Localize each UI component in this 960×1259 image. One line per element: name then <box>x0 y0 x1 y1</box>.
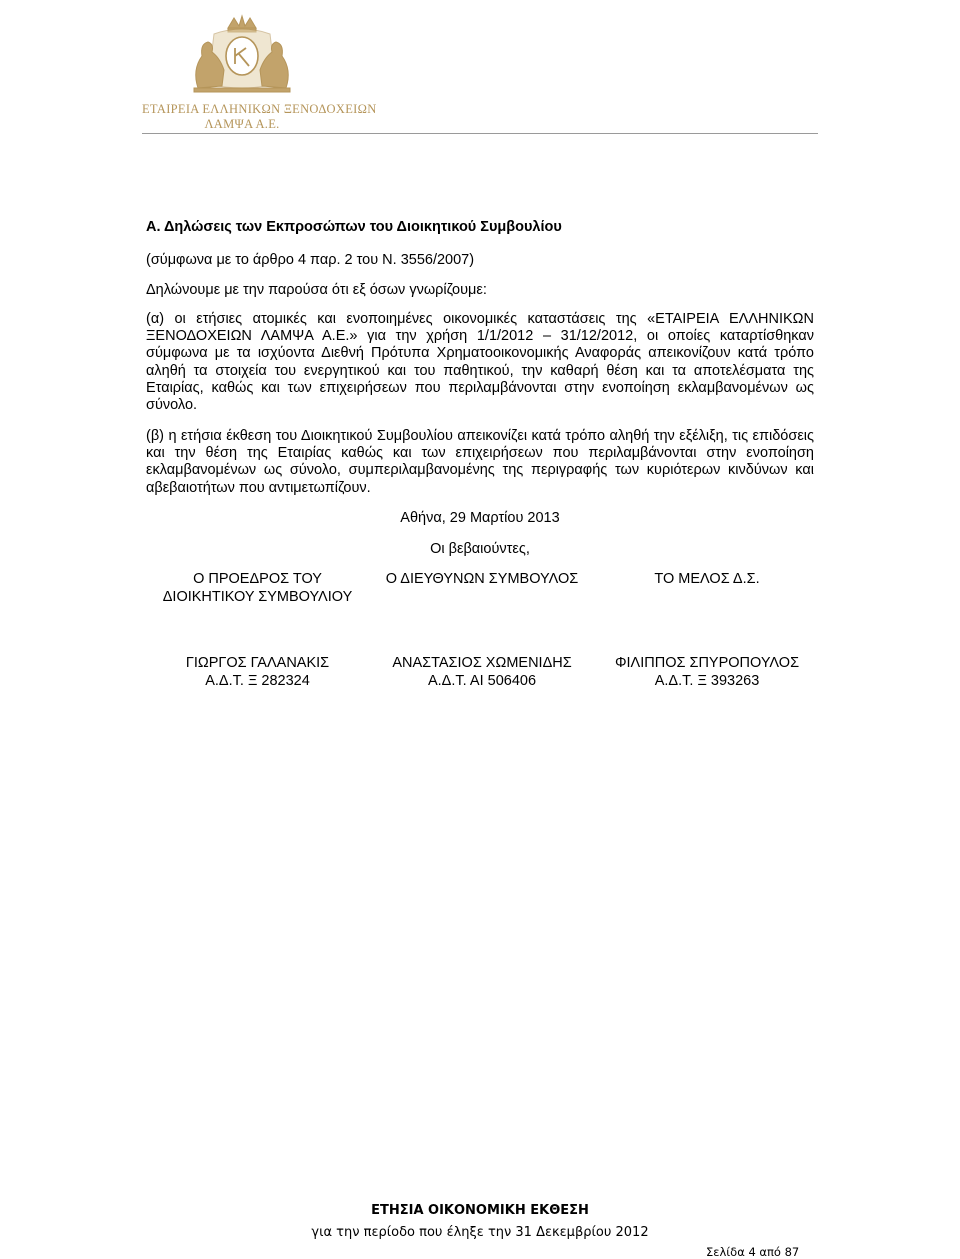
signatory-id: Α.Δ.Τ. Ξ 282324 <box>205 672 310 689</box>
role-line: ΤΟ ΜΕΛΟΣ Δ.Σ. <box>654 571 760 587</box>
company-name-line2: ΛΑΜΨΑ Α.Ε. <box>204 117 280 131</box>
signatory-role-2 <box>372 571 592 589</box>
role-line: Ο ΔΙΕΥΘΥΝΩΝ ΣΥΜΒΟΥΛΟΣ <box>385 571 579 587</box>
section-title: Α. Δηλώσεις των Εκπροσώπων του Διοικητικού Συμβουλίου <box>146 219 562 235</box>
signatory-role-3 <box>606 571 808 589</box>
footer-subtitle: για την περίοδο που έληξε την 31 Δεκεμβρίου 2012 <box>311 1225 649 1240</box>
signatory-2 <box>372 655 592 690</box>
role-line: ΔΙΟΙΚΗΤΙΚΟΥ ΣΥΜΒΟΥΛΙΟΥ <box>162 588 353 605</box>
role-line: Ο ΠΡΟΕΔΡΟΣ ΤΟΥ <box>193 571 322 587</box>
signatory-id: Α.Δ.Τ. Ξ 393263 <box>654 672 760 689</box>
company-logo <box>142 14 377 131</box>
signatory-role-1 <box>150 571 365 606</box>
signatory-name: ΓΙΩΡΓΟΣ ΓΑΛΑΝΑΚΙΣ <box>185 655 330 671</box>
signatory-id: Α.Δ.Τ. ΑΙ 506406 <box>427 672 537 689</box>
page-number: Σελίδα 4 από 87 <box>706 1245 800 1259</box>
signatory-name: ΑΝΑΣΤΑΣΙΟΣ ΧΩΜΕΝΙΔΗΣ <box>392 655 572 671</box>
footer-title: ΕΤΗΣΙΑ ΟΙΚΟΝΟΜΙΚΗ ΕΚΘΕΣΗ <box>371 1203 589 1218</box>
intro-statement: Δηλώνουμε με την παρούσα ότι εξ όσων γνωρίζουμε: <box>146 282 487 298</box>
signatory-3 <box>606 655 808 690</box>
certify-label: Οι βεβαιούντες, <box>430 541 530 557</box>
signatory-name: ΦΙΛΙΠΠΟΣ ΣΠΥΡΟΠΟΥΛΟΣ <box>614 655 800 671</box>
paragraph-a: (α) οι ετήσιες ατομικές και ενοποιημένες οικονομικές καταστάσεις της «ΕΤΑΙΡΕΙΑ ΕΛΛΗΝΙΚΩΝ ΞΕΝΟΔΟΧΕΙΩΝ ΛΑΜΨΑ Α.Ε.» για την χρήση 1/1/2012 – 31/12/2012, οι οποίες καταρτίσθηκαν σύμφωνα με τα ισχύοντα Διεθνή Πρότυπα Χρηματοοικονομικής Αναφοράς απεικονίζουν κατά τρόπο αληθή τα στοιχεία του ενεργητικού και του παθητικού, την καθαρή θέση και τα αποτελέσματα της Εταιρίας, καθώς και των επιχειρήσεων που περιλαμβάνονται στην ενοποίηση εκλαμβανομένων ως σύνολο. <box>146 311 814 414</box>
place-date: Αθήνα, 29 Μαρτίου 2013 <box>400 510 560 526</box>
signatory-1 <box>150 655 365 690</box>
paragraph-b: (β) η ετήσια έκθεση του Διοικητικού Συμβουλίου απεικονίζει κατά τρόπο αληθή την εξέλιξη, τις επιδόσεις και την θέση της Εταιρίας καθώς και των επιχειρήσεων που περιλαμβάνονται στην ενοποίηση εκλαμβανομένων ως σύνολο, συμπεριλαμβανομένης της περιγραφής των κυριότερων κινδύνων και αβεβαιοτήτων που αντιμετωπίζουν. <box>146 428 814 496</box>
crest-emblem-icon <box>184 14 300 100</box>
header-divider <box>142 133 818 134</box>
company-name-line1: ΕΤΑΙΡΕΙΑ ΕΛΛΗΝΙΚΩΝ ΞΕΝΟΔΟΧΕΙΩΝ <box>142 102 377 116</box>
law-reference: (σύμφωνα με το άρθρο 4 παρ. 2 του Ν. 3556/2007) <box>146 252 475 268</box>
